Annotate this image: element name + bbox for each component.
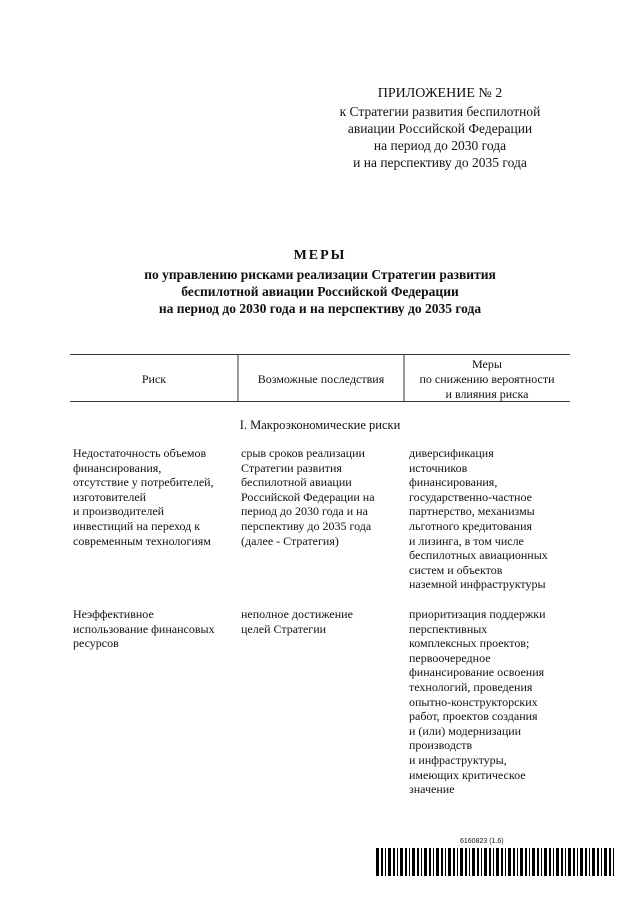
barcode-icon [376, 848, 616, 876]
cell-line: и лизинга, в том числе [409, 533, 524, 548]
cell-line: первоочередное [409, 650, 491, 665]
cell-line: систем и объектов [409, 562, 503, 577]
document-subtitle [60, 266, 580, 317]
table-row-1-consequences [241, 446, 375, 548]
document-serial: 6160823 (1.6) [460, 838, 504, 845]
cell-line: Неэффективное [73, 607, 154, 621]
appendix-title: ПРИЛОЖЕНИЕ № 2 [377, 86, 503, 101]
table-row-2-measures [409, 607, 546, 797]
cell-line: неполное достижение [241, 607, 353, 621]
section-title: I. Макроэкономические риски [239, 418, 401, 432]
cell-line: использование финансовых [73, 621, 215, 636]
header-measures-line: по снижению вероятности [419, 372, 555, 386]
cell-line: имеющих критическое [409, 767, 526, 782]
table-row-1-risk [73, 446, 214, 548]
cell-line: период до 2030 года и на [241, 504, 368, 519]
cell-line: перспективу до 2035 года [241, 518, 372, 533]
appendix-line: и на перспективу до 2035 года [353, 155, 527, 170]
table-row-2-risk [73, 607, 215, 651]
header-dividers [0, 354, 640, 404]
cell-line: партнерство, механизмы [409, 504, 535, 519]
header-measures-line: и влияния риска [445, 387, 529, 401]
appendix-block [290, 85, 590, 171]
cell-line: и (или) модернизации [409, 723, 522, 738]
cell-line: финансирования, [73, 460, 162, 475]
subtitle-line: по управлению рисками реализации Стратегии развития [144, 267, 496, 282]
table-row-2-consequences [241, 607, 353, 636]
cell-line: беспилотной авиации [241, 475, 352, 490]
cell-line: диверсификация [409, 446, 494, 460]
header-measures-line: Меры [472, 357, 502, 371]
cell-line: ресурсов [73, 636, 119, 651]
cell-line: производств [409, 738, 473, 753]
subtitle-line: на период до 2030 года и на перспективу до 2035 года [158, 301, 482, 316]
cell-line: инвестиций на переход к [73, 518, 201, 533]
appendix-line: на период до 2030 года [373, 138, 507, 153]
document-title: МЕРЫ [293, 248, 347, 263]
cell-line: срыв сроков реализации [241, 446, 365, 460]
cell-line: и инфраструктуры, [409, 752, 507, 767]
cell-line: наземной инфраструктуры [409, 577, 546, 592]
table-header-bottom-rule [70, 401, 570, 402]
cell-line: беспилотных авиационных [409, 548, 548, 563]
cell-line: изготовителей [73, 489, 147, 504]
table-row-1-measures [409, 446, 548, 592]
cell-line: льготного кредитования [409, 518, 533, 533]
cell-line: значение [409, 782, 455, 797]
header-risk: Риск [141, 372, 167, 386]
cell-line: Недостаточность объемов [73, 446, 207, 460]
appendix-line: авиации Российской Федерации [347, 121, 533, 136]
cell-line: Российской Федерации на [241, 489, 375, 504]
subtitle-line: беспилотной авиации Российской Федерации [181, 284, 459, 299]
cell-line: и производителей [73, 504, 165, 519]
cell-line: приоритизация поддержки [409, 607, 546, 621]
cell-line: современным технологиям [73, 533, 211, 548]
cell-line: Стратегии развития [241, 460, 342, 475]
cell-line: опытно-конструкторских [409, 694, 538, 709]
cell-line: отсутствие у потребителей, [73, 475, 214, 490]
cell-line: государственно-частное [409, 489, 532, 504]
appendix-line: к Стратегии развития беспилотной [339, 104, 541, 119]
cell-line: технологий, проведения [409, 679, 533, 694]
cell-line: целей Стратегии [241, 621, 327, 636]
cell-line: перспективных [409, 621, 488, 636]
cell-line: работ, проектов создания [409, 709, 538, 724]
cell-line: финансирования, [409, 475, 498, 490]
header-consequences: Возможные последствия [257, 372, 385, 386]
cell-line: финансирование освоения [409, 665, 545, 680]
cell-line: (далее - Стратегия) [241, 533, 339, 548]
cell-line: источников [409, 460, 468, 475]
cell-line: комплексных проектов; [409, 636, 530, 651]
